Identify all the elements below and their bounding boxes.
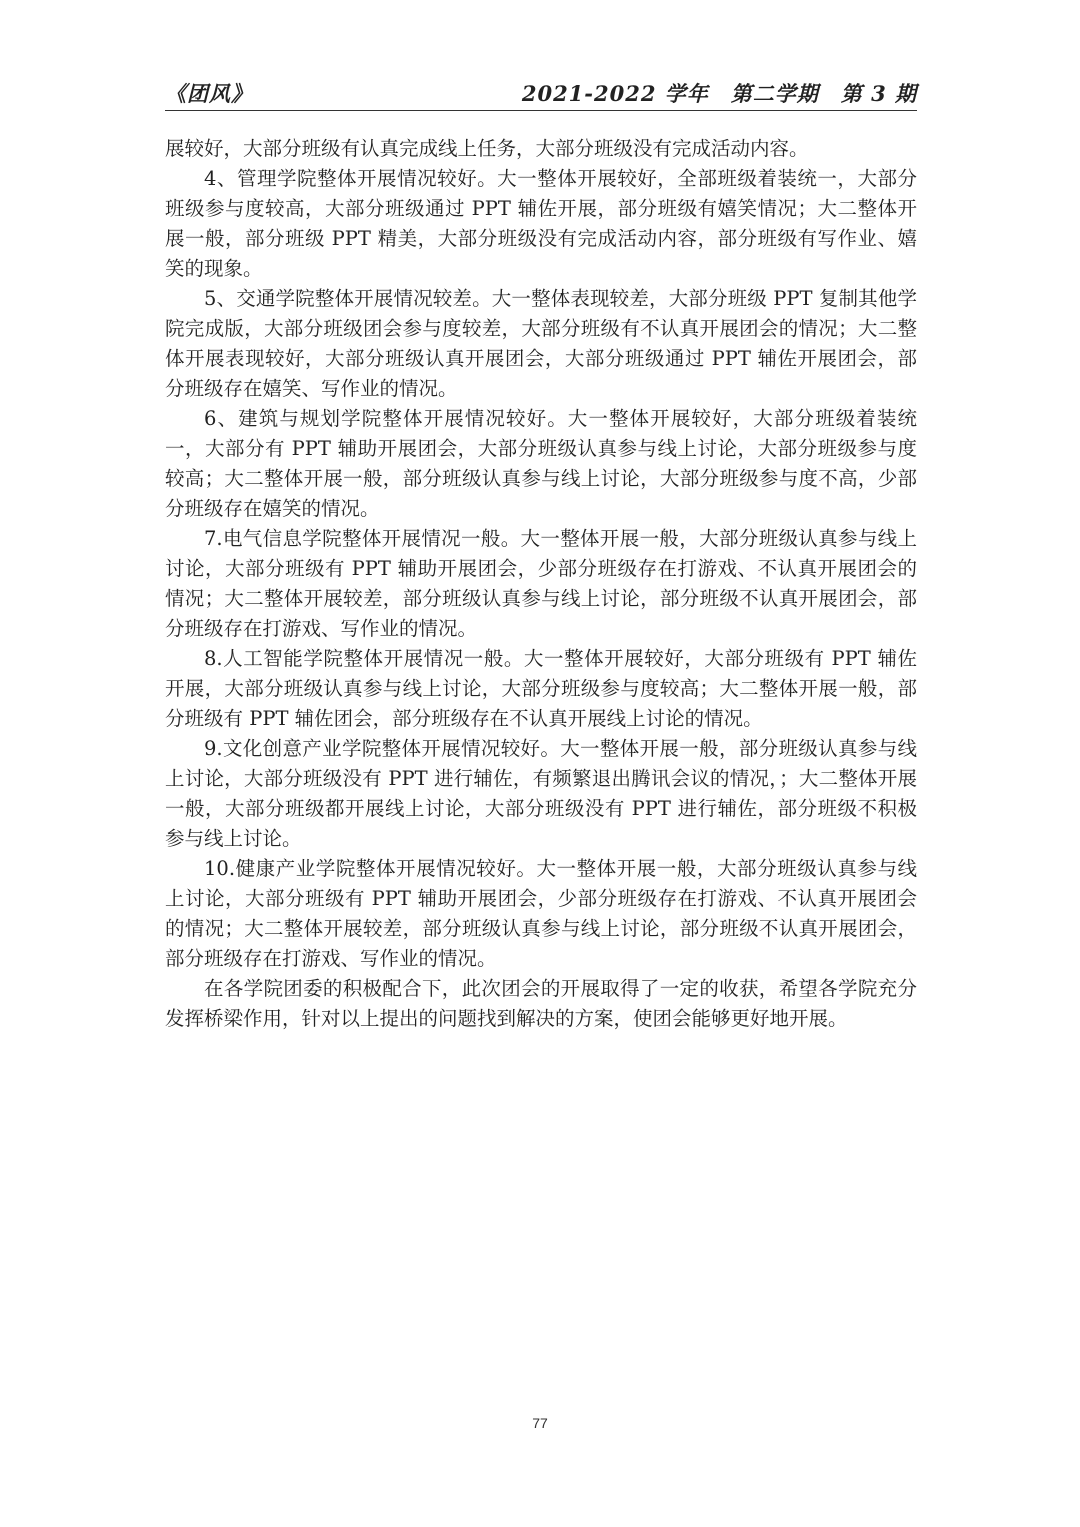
issue-info <box>522 78 917 108</box>
paragraph-health-industry-school: 10.健康产业学院整体开展情况较好。大一整体开展一般，大部分班级认真参与线上讨论，大部分班级有 PPT 辅助开展团会，少部分班级存在打游戏、不认真开展团会的情况；大二整体开展较差，部分班级认真参与线上讨论，部分班级不认真开展团会，部分班级存在打游戏、写作业的情况。 <box>165 857 917 970</box>
semester: 第二学期 <box>730 81 819 106</box>
paragraph-conclusion: 在各学院团委的积极配合下，此次团会的开展取得了一定的收获，希望各学院充分发挥桥梁作用，针对以上提出的问题找到解决的方案，使团会能够更好地开展。 <box>165 977 917 1030</box>
article-body <box>165 134 917 1034</box>
paragraph-continuation: 展较好，大部分班级有认真完成线上任务，大部分班级没有完成活动内容。 <box>165 137 809 160</box>
paragraph-electrical-school: 7.电气信息学院整体开展情况一般。大一整体开展一般，大部分班级认真参与线上讨论，大部分班级有 PPT 辅助开展团会，少部分班级存在打游戏、不认真开展团会的情况；大二整体开展较差，部分班级认真参与线上讨论，部分班级不认真开展团会，部分班级存在打游戏、写作业的情况。 <box>165 527 917 640</box>
paragraph-ai-school: 8.人工智能学院整体开展情况一般。大一整体开展较好，大部分班级有 PPT 辅佐开展，大部分班级认真参与线上讨论，大部分班级参与度较高；大二整体开展一般，部分班级有 PPT 辅佐团会，部分班级存在不认真开展线上讨论的情况。 <box>165 647 917 730</box>
paragraph-architecture-school: 6、建筑与规划学院整体开展情况较好。大一整体开展较好，大部分班级着装统一，大部分有 PPT 辅助开展团会，大部分班级认真参与线上讨论，大部分班级参与度较高；大二整体开展一般，部分班级认真参与线上讨论，大部分班级参与度不高，少部分班级存在嬉笑的情况。 <box>165 407 917 520</box>
page-number: 77 <box>532 1415 548 1431</box>
journal-title: 《团风》 <box>165 81 253 106</box>
academic-year: 2021-2022 学年 <box>521 81 709 106</box>
issue-number: 第 3 期 <box>840 81 917 106</box>
paragraph-management-school: 4、管理学院整体开展情况较好。大一整体开展较好，全部班级着装统一，大部分班级参与度较高，大部分班级通过 PPT 辅佐开展，部分班级有嬉笑情况；大二整体开展一般，部分班级 PPT 精美，大部分班级没有完成活动内容，部分班级有写作业、嬉笑的现象。 <box>165 167 917 280</box>
page-header <box>165 78 917 108</box>
header-divider <box>165 110 917 111</box>
paragraph-cultural-creative-school: 9.文化创意产业学院整体开展情况较好。大一整体开展一般，部分班级认真参与线上讨论，大部分班级没有 PPT 进行辅佐，有频繁退出腾讯会议的情况，；大二整体开展一般，大部分班级都开展线上讨论，大部分班级没有 PPT 进行辅佐，部分班级不积极参与线上讨论。 <box>165 737 917 850</box>
paragraph-transportation-school: 5、交通学院整体开展情况较差。大一整体表现较差，大部分班级 PPT 复制其他学院完成版，大部分班级团会参与度较差，大部分班级有不认真开展团会的情况；大二整体开展表现较好，大部分班级认真开展团会，大部分班级通过 PPT 辅佐开展团会，部分班级存在嬉笑、写作业的情况。 <box>165 287 917 400</box>
